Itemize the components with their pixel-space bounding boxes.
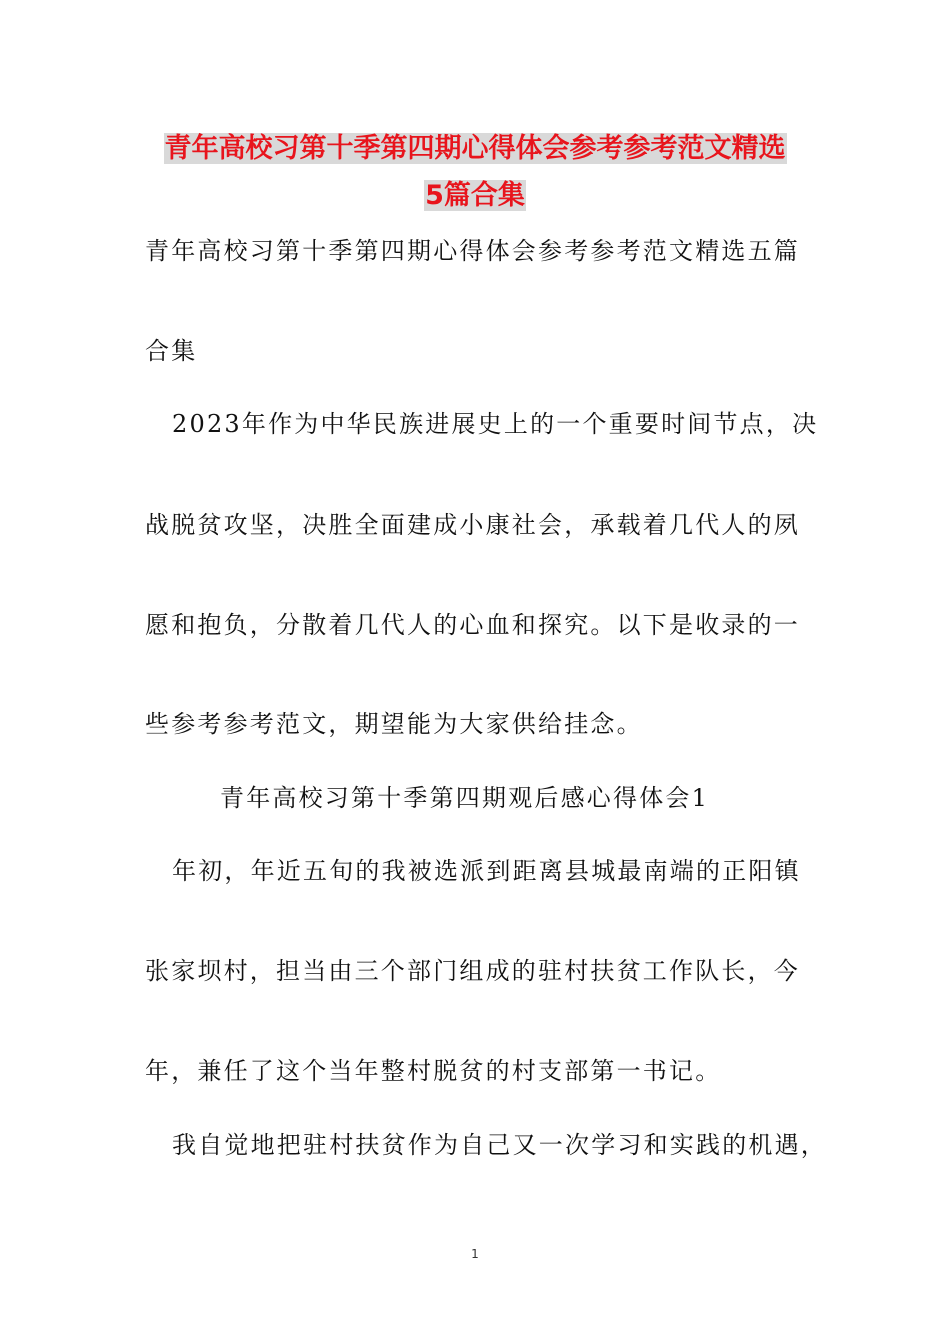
body-line: 张家坝村，担当由三个部门组成的驻村扶贫工作队长，今 <box>145 957 800 985</box>
document-title-text-1: 青年高校习第十季第四期心得体会参考参考范文精选 <box>164 133 786 164</box>
document-title-line-2 <box>120 179 830 213</box>
document-title-text-2: 5篇合集 <box>425 180 525 211</box>
body-line: 战脱贫攻坚，决胜全面建成小康社会，承载着几代人的夙 <box>145 511 800 539</box>
body-line: 我自觉地把驻村扶贫作为自己又一次学习和实践的机遇， <box>172 1131 827 1159</box>
section-heading: 青年高校习第十季第四期观后感心得体会1 <box>220 784 710 812</box>
body-line: 些参考参考范文，期望能为大家供给挂念。 <box>145 710 643 738</box>
body-line: 年，兼任了这个当年整村脱贫的村支部第一书记。 <box>145 1057 722 1085</box>
body-line: 青年高校习第十季第四期心得体会参考参考范文精选五篇 <box>145 237 800 265</box>
document-title-line-1 <box>120 132 830 166</box>
body-line: 2023年作为中华民族进展史上的一个重要时间节点，决 <box>172 410 819 438</box>
page-number: 1 <box>471 1247 479 1261</box>
body-line: 愿和抱负，分散着几代人的心血和探究。以下是收录的一 <box>145 611 800 639</box>
body-line: 合集 <box>145 337 198 365</box>
body-line: 年初，年近五旬的我被选派到距离县城最南端的正阳镇 <box>172 857 801 885</box>
